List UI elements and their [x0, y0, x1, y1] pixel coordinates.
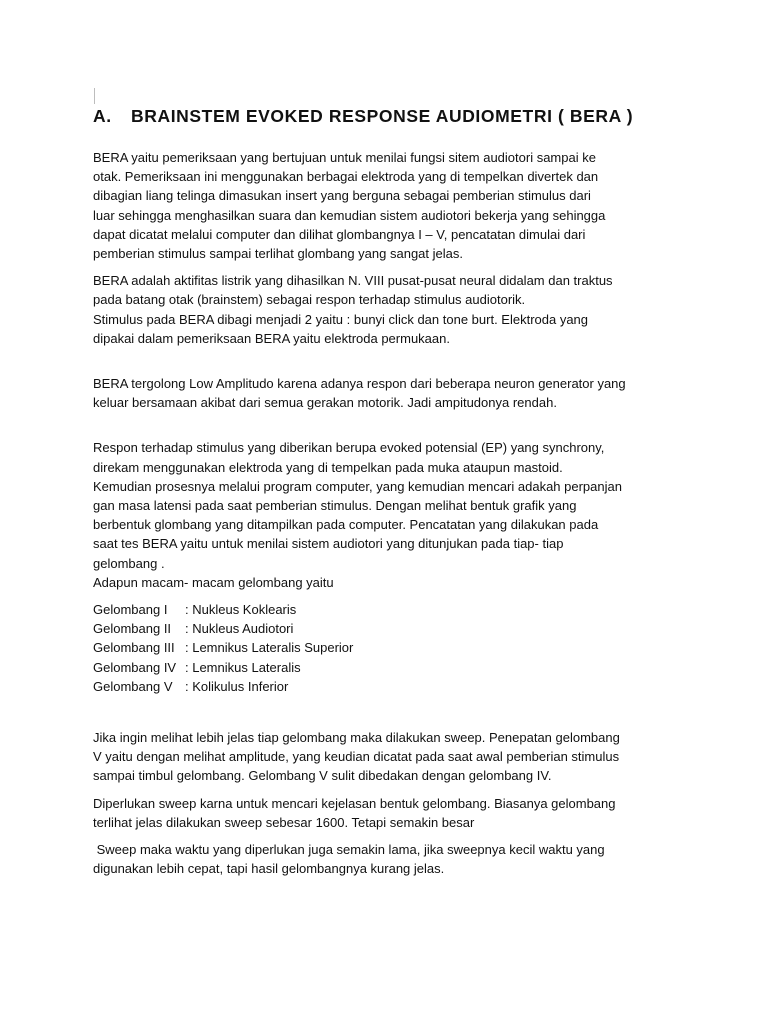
section-title: BRAINSTEM EVOKED RESPONSE AUDIOMETRI ( BERA ) [131, 106, 634, 126]
wave-description: : Kolikulus Inferior [185, 678, 289, 694]
text-line: gelombang . [93, 555, 165, 571]
text-line: BERA yaitu pemeriksaan yang bertujuan untuk menilai fungsi sitem audiotori sampai ke [93, 150, 596, 165]
text-line: BERA adalah aktifitas listrik yang dihasilkan N. VIII pusat-pusat neural didalam dan traktus [93, 273, 613, 289]
text-line: keluar bersamaan akibat dari semua gerakan motorik. Jadi ampitudonya rendah. [93, 395, 557, 411]
text-line: V yaitu dengan melihat amplitude, yang keudian dicatat pada saat awal pemberian stimulus [93, 749, 620, 765]
text-cursor [94, 88, 95, 104]
text-line: Jika ingin melihat lebih jelas tiap gelombang maka dilakukan sweep. Penepatan gelombang [93, 730, 620, 746]
text-line: direkam menggunakan elektroda yang di tempelkan pada muka ataupun mastoid. [93, 459, 563, 475]
list-item [93, 677, 688, 696]
paragraph-low-amplitude [93, 374, 688, 412]
text-line: otak. Pemeriksaan ini menggunakan berbagai elektroda yang di tempelkan divertek dan [93, 169, 599, 185]
text-line: dibagian liang telinga dimasukan insert yang berguna sebagai pemberian stimulus dari [93, 188, 591, 204]
text-line: Sweep maka waktu yang diperlukan juga semakin lama, jika sweepnya kecil waktu yang [93, 842, 605, 858]
text-line: saat tes BERA yaitu untuk menilai sistem audiotori yang ditunjukan pada tiap- tiap [93, 536, 564, 552]
list-item [93, 619, 688, 638]
text-line: dipakai dalam pemeriksaan BERA yaitu elektroda permukaan. [93, 330, 450, 346]
text-line: pemberian stimulus sampai terlihat glombang yang sangat jelas. [93, 246, 463, 262]
paragraph-sweep-time [93, 840, 688, 878]
wave-list [93, 600, 688, 696]
wave-description: : Lemnikus Lateralis Superior [185, 640, 354, 656]
text-line: Stimulus pada BERA dibagi menjadi 2 yaitu : bunyi click dan tone burt. Elektroda yang [93, 311, 589, 327]
wave-name: Gelombang III [93, 640, 175, 656]
text-line: berbentuk glombang yang ditampilkan pada computer. Pencatatan yang dilakukan pada [93, 517, 599, 533]
section-number: A. [93, 106, 112, 126]
text-line: sampai timbul gelombang. Gelombang V sulit dibedakan dengan gelombang IV. [93, 768, 552, 784]
text-line: Kemudian prosesnya melalui program computer, yang kemudian mencari adakah perpanjan [93, 478, 622, 494]
text-line: BERA tergolong Low Amplitudo karena adanya respon dari beberapa neuron generator yang [93, 376, 626, 392]
paragraph-bera-activity [93, 271, 688, 348]
paragraph-bera-definition [93, 148, 688, 263]
list-item [93, 658, 688, 677]
document-body [93, 148, 688, 879]
wave-name: Gelombang I [93, 602, 168, 618]
text-line: pada batang otak (brainstem) sebagai respon terhadap stimulus audiotorik. [93, 292, 526, 308]
text-line: terlihat jelas dilakukan sweep sebesar 1600. Tetapi semakin besar [93, 814, 475, 830]
wave-description: : Nukleus Audiotori [185, 621, 294, 637]
paragraph-stimulus-response [93, 438, 688, 592]
section-heading [93, 106, 633, 127]
wave-name: Gelombang V [93, 678, 173, 694]
wave-name: Gelombang IV [93, 659, 177, 675]
text-line: digunakan lebih cepat, tapi hasil gelombangnya kurang jelas. [93, 861, 445, 877]
text-line: Adapun macam- macam gelombang yaitu [93, 574, 334, 590]
text-line: dapat dicatat melalui computer dan dilihat glombangnya I – V, pencatatan dimulai dari [93, 226, 586, 242]
wave-description: : Nukleus Koklearis [185, 602, 297, 618]
paragraph-sweep-intro [93, 728, 688, 786]
wave-name: Gelombang II [93, 621, 172, 637]
text-line: Diperlukan sweep karna untuk mencari kejelasan bentuk gelombang. Biasanya gelombang [93, 795, 616, 811]
text-line: luar sehingga menghasilkan suara dan kemudian sistem audiotori bekerja yang sehingga [93, 207, 606, 223]
text-line: Respon terhadap stimulus yang diberikan berupa evoked potensial (EP) yang synchrony, [93, 440, 605, 456]
wave-description: : Lemnikus Lateralis [185, 659, 301, 675]
list-item [93, 600, 688, 619]
text-line: gan masa latensi pada saat pemberian stimulus. Dengan melihat bentuk grafik yang [93, 498, 577, 514]
paragraph-sweep-size [93, 794, 688, 832]
list-item [93, 638, 688, 657]
